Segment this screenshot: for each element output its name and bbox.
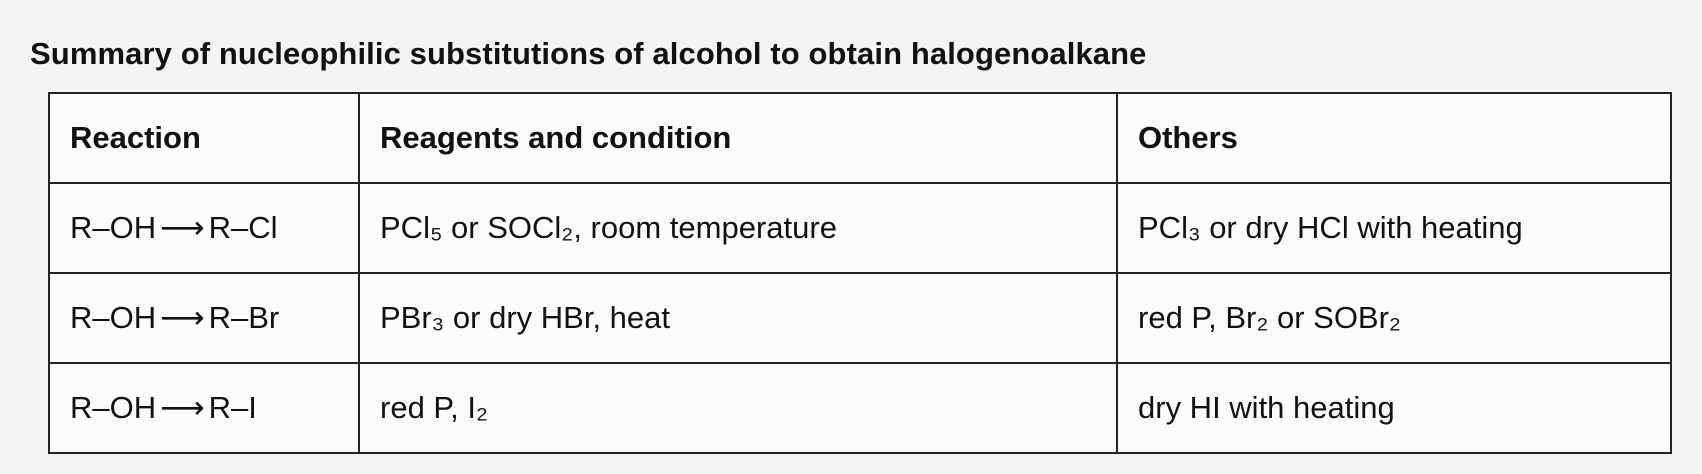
- table-header-row: [49, 93, 1671, 183]
- reagents-cell: red P, I₂: [359, 363, 1117, 453]
- reaction-cell: [49, 183, 359, 273]
- header-reaction: Reaction: [49, 93, 359, 183]
- reaction-arrow-icon: ⟶: [160, 390, 205, 425]
- reactant: R–OH: [70, 300, 157, 335]
- header-reagents: Reagents and condition: [359, 93, 1117, 183]
- page-title: Summary of nucleophilic substitutions of alcohol to obtain halogenoalkane: [30, 36, 1147, 71]
- reagents-cell: PCl₅ or SOCl₂, room temperature: [359, 183, 1117, 273]
- product: R–I: [208, 390, 257, 425]
- reaction-cell: [49, 273, 359, 363]
- substitution-summary-table: [48, 92, 1672, 454]
- reaction-cell: [49, 363, 359, 453]
- table-row: [49, 183, 1671, 273]
- header-others: Others: [1117, 93, 1671, 183]
- reagents-cell: PBr₃ or dry HBr, heat: [359, 273, 1117, 363]
- reactant: R–OH: [70, 210, 157, 245]
- product: R–Cl: [208, 210, 278, 245]
- others-cell: red P, Br₂ or SOBr₂: [1117, 273, 1671, 363]
- table-row: [49, 273, 1671, 363]
- reaction-arrow-icon: ⟶: [160, 210, 205, 245]
- reactant: R–OH: [70, 390, 157, 425]
- others-cell: PCl₃ or dry HCl with heating: [1117, 183, 1671, 273]
- product: R–Br: [208, 300, 280, 335]
- reaction-arrow-icon: ⟶: [160, 300, 205, 335]
- table-row: [49, 363, 1671, 453]
- others-cell: dry HI with heating: [1117, 363, 1671, 453]
